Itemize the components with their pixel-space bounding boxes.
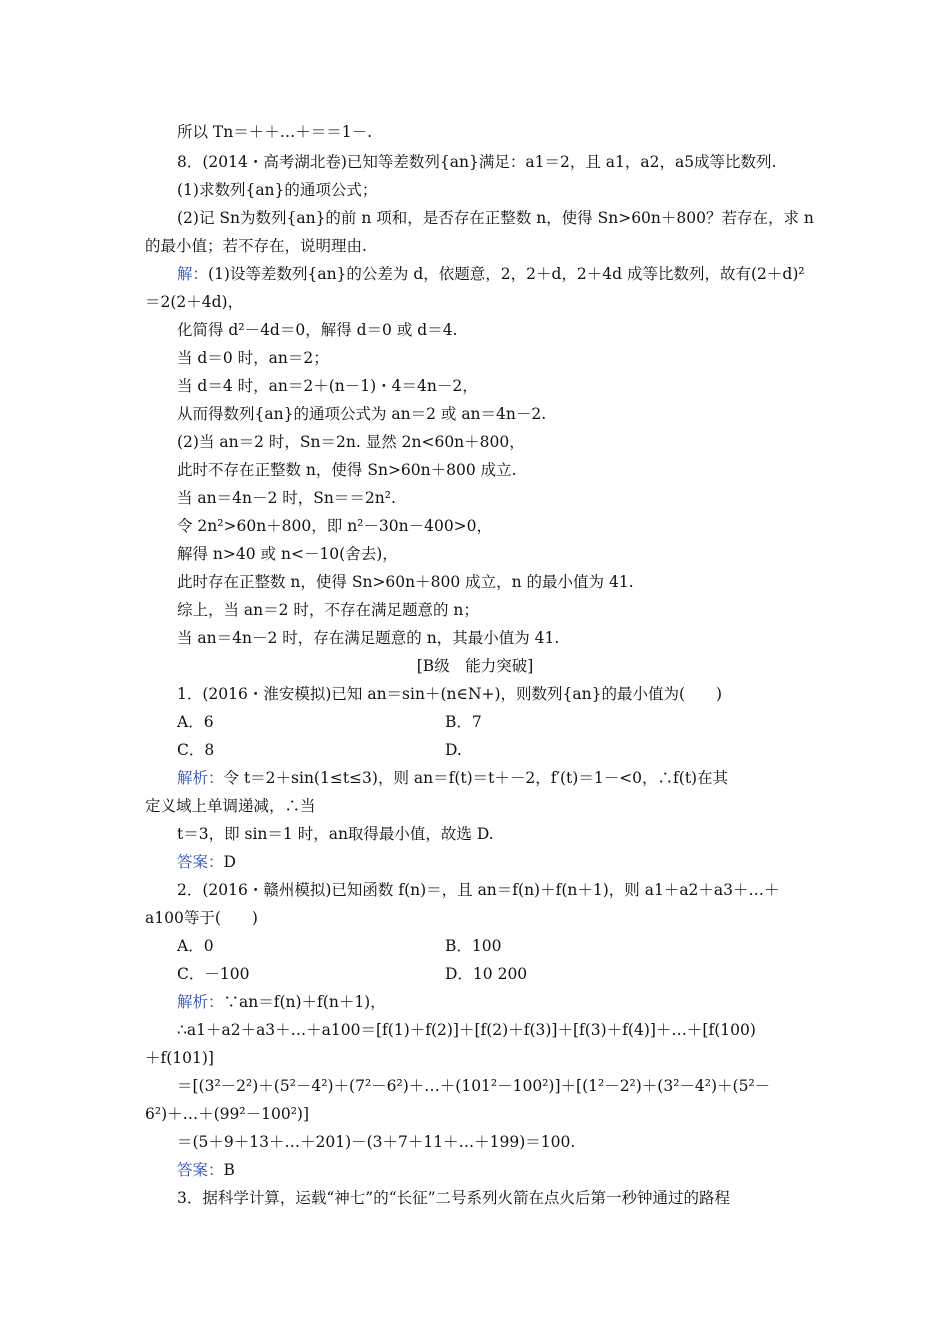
text-line: ∴a1＋a2＋a3＋…＋a100＝[f(1)＋f(2)]＋[f(2)＋f(3)]＋[f(3)＋f(4)]＋…＋[f(100) xyxy=(177,1021,756,1039)
analysis-text: 令 t＝2＋sin(1≤t≤3)，则 an＝f(t)＝t＋－2，f′(t)＝1－<0，∴f(t)在其 xyxy=(223,769,729,787)
text-line: 当 d＝0 时，an＝2； xyxy=(177,349,329,367)
answer-label: 答案： xyxy=(177,1161,224,1179)
answer-line xyxy=(177,1160,235,1180)
text-line: 定义域上单调递减，∴当 xyxy=(145,797,316,815)
text-line: 化简得 d²－4d＝0，解得 d＝0 或 d＝4. xyxy=(177,321,458,339)
answer-value: D xyxy=(223,853,236,871)
option-d: D．10 200 xyxy=(445,965,528,983)
option-a: A．6 xyxy=(177,713,214,731)
text-line: 令 2n²>60n＋800，即 n²－30n－400>0， xyxy=(177,517,493,535)
text-line: 当 d＝4 时，an＝2＋(n－1)・4＝4n－2， xyxy=(177,377,478,395)
text-line: (1)求数列{an}的通项公式； xyxy=(177,181,378,199)
text-line: 从而得数列{an}的通项公式为 an＝2 或 an＝4n－2. xyxy=(177,405,547,423)
text-line: ＝(5＋9＋13＋…＋201)－(3＋7＋11＋…＋199)＝100. xyxy=(177,1133,576,1151)
text-line: 综上，当 an＝2 时，不存在满足题意的 n； xyxy=(177,601,479,619)
text-line: (2)记 Sn为数列{an}的前 n 项和，是否存在正整数 n，使得 Sn>60n＋800？若存在，求 n xyxy=(177,209,814,227)
answer-line xyxy=(177,852,236,872)
text-line: ＝2(2＋4d)， xyxy=(145,293,244,311)
text-line: ＋f(101)] xyxy=(145,1049,214,1067)
question-3: 3．据科学计算，运载“神七”的“长征”二号系列火箭在点火后第一秒钟通过的路程 xyxy=(177,1189,731,1207)
text-line: 所以 Tn＝＋＋…＋＝＝1－. xyxy=(177,123,373,141)
option-b: B．7 xyxy=(445,713,482,731)
text-line: t＝3，即 sin＝1 时，an取得最小值，故选 D. xyxy=(177,825,494,843)
solution-line xyxy=(177,264,805,284)
text-line: 此时不存在正整数 n，使得 Sn>60n＋800 成立. xyxy=(177,461,517,479)
text-line: a100等于( ) xyxy=(145,909,258,927)
question-2: 2．(2016・赣州模拟)已知函数 f(n)＝，且 an＝f(n)＋f(n＋1)，则 a1＋a2＋a3＋…＋ xyxy=(177,881,780,899)
text-line: 解得 n>40 或 n<－10(舍去)， xyxy=(177,545,398,563)
text-line: 的最小值；若不存在，说明理由. xyxy=(145,237,367,255)
text-line: 6²)＋…＋(99²－100²)] xyxy=(145,1105,309,1123)
analysis-label: 解析： xyxy=(177,993,224,1011)
solution-text: (1)设等差数列{an}的公差为 d，依题意，2，2＋d，2＋4d 成等比数列，故有(2＋d)² xyxy=(208,265,805,283)
option-c: C．8 xyxy=(177,741,215,759)
text-line: ＝[(3²－2²)＋(5²－4²)＋(7²－6²)＋…＋(101²－100²)]＋[(1²－2²)＋(3²－4²)＋(5²－ xyxy=(177,1077,771,1095)
option-d: D. xyxy=(445,741,462,759)
section-heading: [B级 能力突破] xyxy=(416,657,534,675)
option-a: A．0 xyxy=(177,937,214,955)
text-line: (2)当 an＝2 时，Sn＝2n. 显然 2n<60n＋800， xyxy=(177,433,525,451)
analysis-label: 解析： xyxy=(177,769,224,787)
analysis-line xyxy=(177,992,386,1012)
text-line: 当 an＝4n－2 时，存在满足题意的 n，其最小值为 41. xyxy=(177,629,560,647)
option-c: C．－100 xyxy=(177,965,250,983)
answer-value: B xyxy=(223,1161,235,1179)
answer-label: 答案： xyxy=(177,853,224,871)
solution-label: 解： xyxy=(177,265,209,283)
text-line: 当 an＝4n－2 时，Sn＝＝2n². xyxy=(177,489,396,507)
option-b: B．100 xyxy=(445,937,502,955)
analysis-line xyxy=(177,768,728,788)
question-1: 1．(2016・淮安模拟)已知 an＝sin＋(n∈N+)，则数列{an}的最小值为( ) xyxy=(177,685,723,703)
text-line: 此时存在正整数 n，使得 Sn>60n＋800 成立，n 的最小值为 41. xyxy=(177,573,634,591)
analysis-text: ∵an＝f(n)＋f(n＋1)， xyxy=(223,993,386,1011)
question-8: 8．(2014・高考湖北卷)已知等差数列{an}满足：a1＝2，且 a1，a2，a5成等比数列. xyxy=(177,153,777,171)
